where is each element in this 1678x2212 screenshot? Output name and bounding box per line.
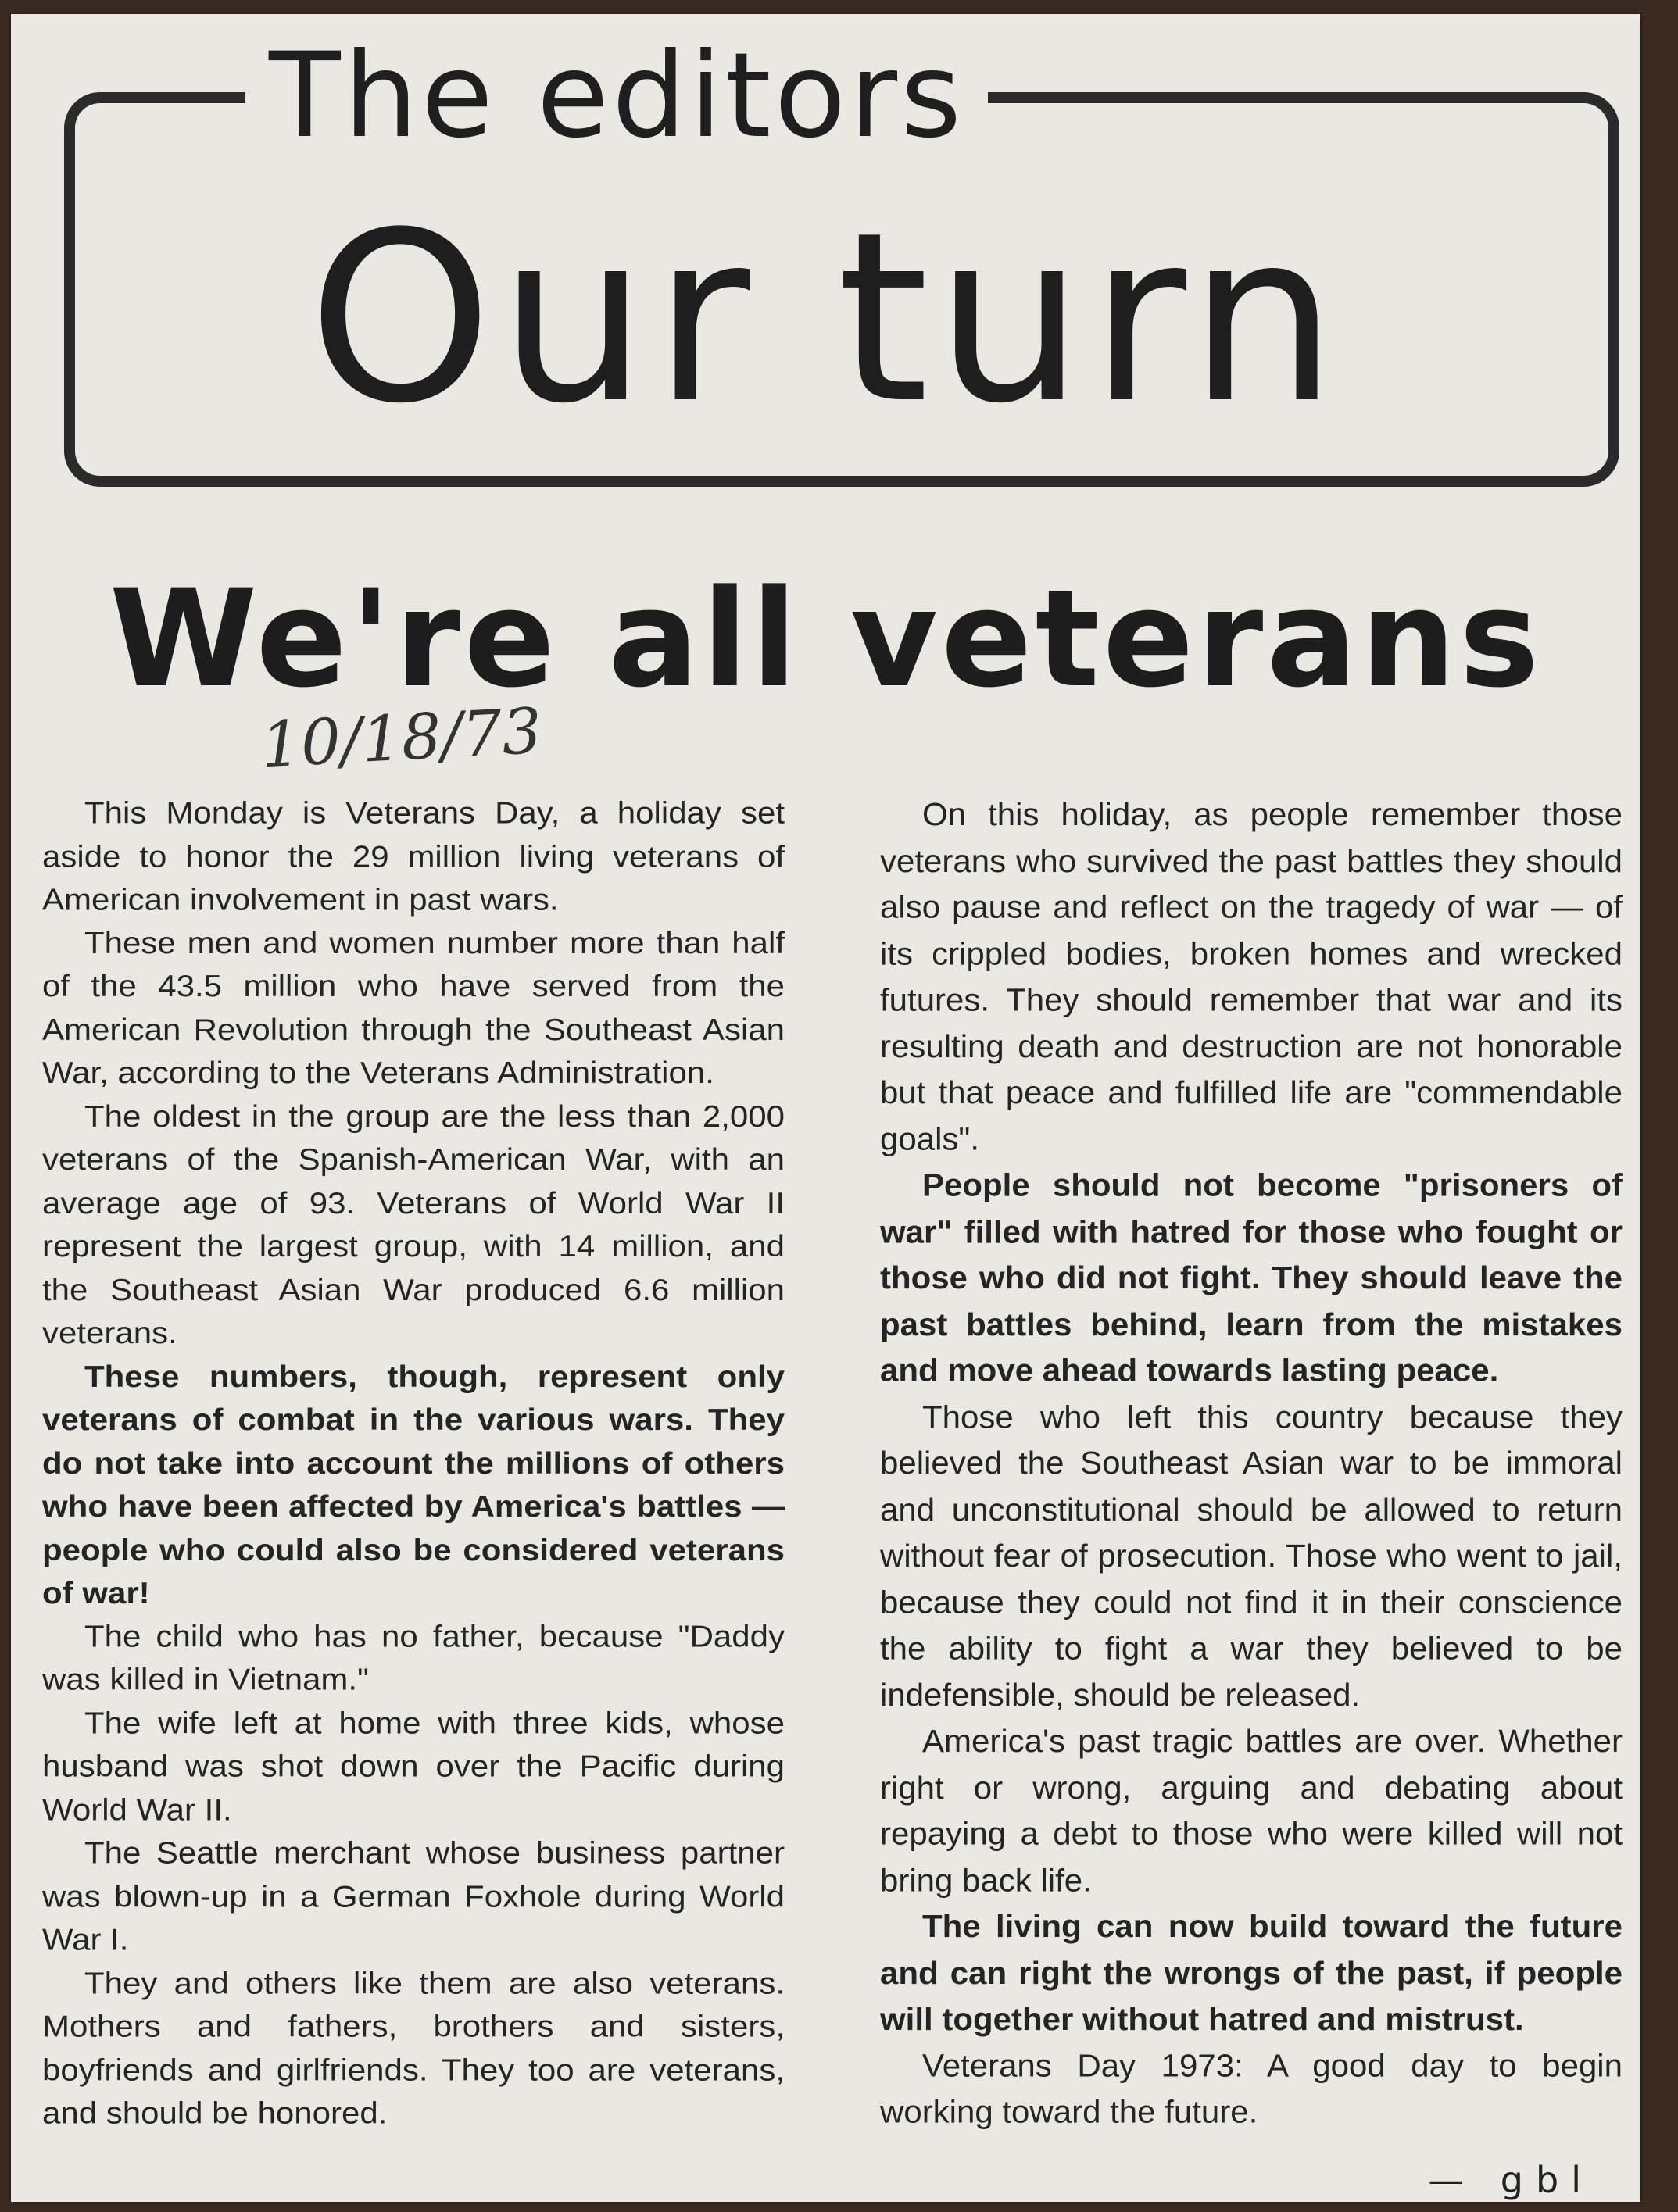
article-paragraph: On this holiday, as people remember those veterans who survived the past battles they should also pause and reflect on the tragedy of war — of its crippled bodies, broken homes and wrecked futures. They should remember that war and its resulting death and destruction are not honorable but that peace and fulfilled life are "commendable goals". [880, 795, 1623, 1156]
article-column-right [880, 792, 1623, 2135]
column-title: Our turn [308, 182, 1343, 455]
article-paragraph: Veterans Day 1973: A good day to begin working toward the future. [880, 2046, 1623, 2130]
article-paragraph: The oldest in the group are the less than 2,000 veterans of the Spanish-American War, with an average age of 93. Veterans of World War II represent the largest group, with 14 million, and the Southeast Asian War produced 6.6 million veterans. [42, 1099, 785, 1350]
article-paragraph: The Seattle merchant whose business partner was blown-up in a German Foxhole during World War I. [42, 1835, 785, 1956]
article-paragraph: The wife left at home with three kids, whose husband was shot down over the Pacific during World War II. [42, 1706, 785, 1827]
newspaper-clipping [11, 14, 1640, 2202]
article-paragraph: America's past tragic battles are over. Whether right or wrong, arguing and debating about repaying a debt to those who were killed will not bring back life. [880, 1722, 1623, 1898]
article-paragraph: These numbers, though, represent only veterans of combat in the various wars. They do not take into account the millions of others who have been affected by America's battles — people who could also be considered veterans of war! [42, 1359, 785, 1610]
article-paragraph: People should not become "prisoners of war" filled with hatred for those who fought or those who did not fight. They should leave the past battles behind, learn from the mistakes and move ahead towards lasting peace. [880, 1167, 1623, 1388]
article-paragraph: These men and women number more than half of the 43.5 million who have served from the American Revolution through the Southeast Asian War, according to the Veterans Administration. [42, 925, 785, 1090]
headline: We're all veterans [109, 560, 1543, 717]
article-paragraph: Those who left this country because they believed the Southeast Asian war to be immoral and unconstitutional should be allowed to return without fear of prosecution. Those who went to jail, because they could not find it in their conscience the ability to fight a war they believed to be indefensible, should be released. [880, 1398, 1623, 1713]
article-paragraph: This Monday is Veterans Day, a holiday set aside to honor the 29 million living veterans of American involvement in past wars. [42, 795, 785, 917]
column-label: The editors [245, 30, 988, 163]
article-paragraph: The living can now build toward the future and can right the wrongs of the past, if people will together without hatred and mistrust. [880, 1907, 1623, 2037]
article-column-left [42, 792, 785, 2135]
article-paragraph: They and others like them are also veterans. Mothers and fathers, brothers and sisters, boyfriends and girlfriends. They too are veterans, and should be honored. [42, 1966, 785, 2130]
handwritten-date: 10/18/73 [259, 694, 544, 782]
author-signature: — gbl [1428, 2159, 1594, 2201]
article-paragraph: The child who has no father, because "Daddy was killed in Vietnam." [42, 1619, 785, 1696]
